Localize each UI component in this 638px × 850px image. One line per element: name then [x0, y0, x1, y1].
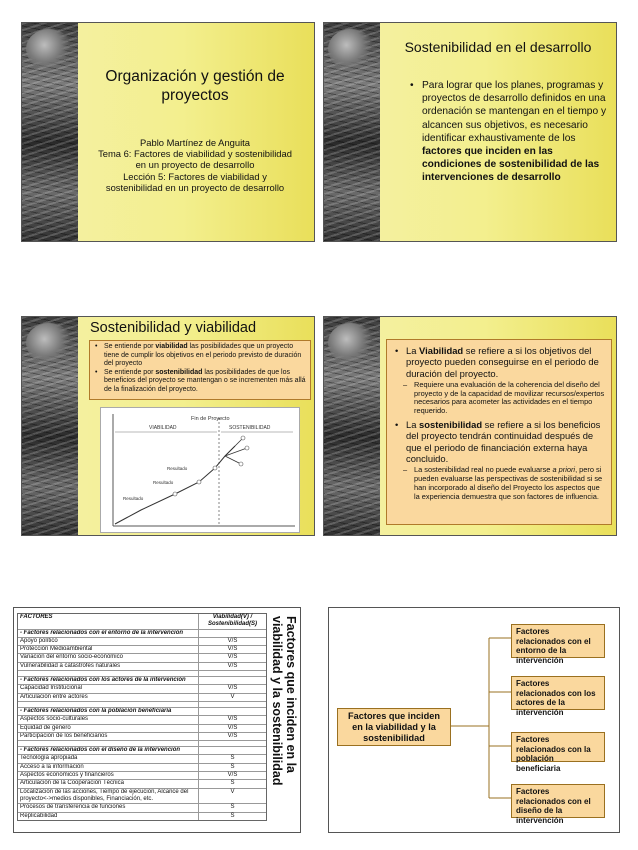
table-cell-value [199, 708, 266, 715]
table-row [18, 803, 266, 811]
table-cell-value: V [230, 788, 235, 795]
table-cell-factor: - Factores relacionados con la población beneficiaria [18, 708, 199, 715]
table-cell-value [199, 671, 266, 676]
resultado-label: Resultado [167, 466, 188, 471]
slide-texture [324, 317, 380, 535]
branch-box-diseno: Factores relacionados con el diseño de la intervención [511, 784, 605, 818]
sostenibilidad-label: SOSTENIBILIDAD [229, 425, 271, 431]
table-row [18, 812, 266, 820]
slide-texture [324, 23, 380, 241]
table-cell-factor: - Factores relacionados con el diseño de la intervención [18, 747, 199, 754]
table-cell-factor: Tecnología apropiada [18, 755, 199, 762]
slide-5-vertical-title: Factores que inciden en la viabilidad y la sostenibilidad [270, 616, 298, 786]
table-cell-factor: - Factores relacionados con el entorno de la intervención [18, 630, 199, 637]
table-cell-factor: - Factores relacionados con los actores de la intervención [18, 677, 199, 684]
sub-bullet-item: – Requiere una evaluación de la coherencia del diseño del proyecto y de la capacidad de movilizar recursos/expertos necesarios para acometer las actividades en el tiempo requerido. [395, 381, 606, 416]
table-section-row [18, 629, 266, 637]
slide-factores-diagrama [328, 607, 620, 833]
viabilidad-label: VIABILIDAD [149, 425, 177, 431]
table-cell-value: V/S [227, 685, 238, 692]
bullet-item: • Se entiende por viabilidad las posibilidades que un proyecto tiene de cumplir los objetivos en el periodo previsto de duración del proyecto [94, 343, 306, 369]
table-cell-value: V/S [227, 732, 238, 739]
slide-1-title: Organización y gestión de proyectos [105, 68, 285, 104]
table-row [18, 724, 266, 732]
slide-2-title: Sostenibilidad en el desarrollo [404, 39, 592, 55]
table-row [18, 779, 266, 787]
table-cell-factor: Variación del entorno socio-económico [18, 654, 199, 661]
table-cell-factor: Aspectos socio-culturales [18, 716, 199, 723]
table-cell-factor: Capacidad Institucional [18, 685, 199, 692]
table-cell-factor [18, 671, 199, 676]
slide-title [21, 22, 315, 242]
table-cell-value: V [230, 693, 235, 700]
header-value: Viabilidad(V) / Sostenibilidad(S) [207, 614, 257, 628]
table-row [18, 763, 266, 771]
table-row [18, 662, 266, 670]
table-cell-value: V/S [227, 772, 238, 779]
table-cell-value [199, 677, 266, 684]
table-row [18, 715, 266, 723]
table-cell-value: V/S [227, 662, 238, 669]
viability-diagram-svg [101, 408, 299, 532]
table-cell-value [199, 630, 266, 637]
table-cell-value: S [230, 780, 235, 787]
table-cell-value: V/S [227, 637, 238, 644]
table-cell-value: V/S [227, 654, 238, 661]
table-cell-value: S [230, 812, 235, 819]
table-cell-factor: Apoyo político [18, 638, 199, 645]
definitions-box [89, 340, 311, 400]
table-row [18, 732, 266, 740]
table-cell-value: S [230, 804, 235, 811]
sub-bullet-item: – La sostenibilidad real no puede evaluarse a priori, pero si pueden evaluarse las perspectivas de sostenibilidad si se han incorporado al diseño del Proyecto los aspectos que la experiencia demuestra que son factores de influencia. [395, 466, 606, 501]
slide-3-title: Sostenibilidad y viabilidad [90, 320, 257, 336]
table-cell-factor: Replicabilidad [18, 813, 199, 820]
bullet-item: • La sostenibilidad se refiere a si los beneficios del proyecto tendrán continuidad después de que el periodo de financiación externa haya concluido. [395, 419, 606, 464]
table-row [18, 740, 266, 746]
table-cell-value: V/S [227, 716, 238, 723]
fin-proyecto-label: Fin de Proyecto [191, 416, 230, 422]
slide-sostenibilidad-desarrollo [323, 22, 617, 242]
slide-2-bullets [410, 79, 614, 185]
table-row [18, 754, 266, 762]
table-cell-value [199, 702, 266, 707]
table-header [18, 614, 266, 629]
table-cell-factor: Articulación entre actores [18, 694, 199, 701]
table-cell-value: V/S [227, 724, 238, 731]
bullet-item: • La Viabilidad se refiere a si los objetivos del proyecto pueden conseguirse en el periodo de duración del proyecto. [395, 345, 606, 379]
table-cell-factor [18, 702, 199, 707]
detail-box [386, 339, 612, 525]
table-row [18, 653, 266, 661]
table-cell-factor: Aspectos económicos y financieros [18, 772, 199, 779]
table-cell-factor: Equidad de género [18, 725, 199, 732]
resultado-label: Resultado [123, 496, 144, 501]
table-cell-factor: Articulación de la Cooperación Técnica [18, 780, 199, 787]
table-cell-value: S [230, 763, 235, 770]
slide-factores-tabla [13, 607, 301, 833]
header-factor: FACTORES [18, 614, 199, 629]
table-cell-factor: Procesos de transferencia de funciones [18, 804, 199, 811]
table-row [18, 788, 266, 804]
bullet-item: • Para lograr que los planes, programas y proyectos de desarrollo definidos en una ordenación se mantengan en el tiempo y alcancen sus objetivos, es necesario identificar exhaustivamente de los factores que inciden en las condiciones de sostenibilidad de las intervenciones de desarrollo [410, 79, 614, 185]
table-cell-factor: Protección Medioambiental [18, 646, 199, 653]
main-factor-box: Factores que inciden en la viabilidad y la sostenibilidad [337, 708, 451, 746]
table-cell-factor: Acceso a la información [18, 764, 199, 771]
table-cell-factor: Vulnerabilidad a catástrofes naturales [18, 663, 199, 670]
table-cell-value [199, 741, 266, 746]
slide-texture [22, 317, 78, 535]
factors-table [17, 613, 267, 821]
table-section-row [18, 676, 266, 684]
table-cell-factor: Participación de los beneficiarios [18, 733, 199, 740]
table-row [18, 693, 266, 701]
table-cell-value: V/S [227, 646, 238, 653]
branch-box-actores: Factores relacionados con los actores de la intervención [511, 676, 605, 710]
slide-texture [22, 23, 78, 241]
table-cell-factor: Localización de las acciones, Tiempo de ejecución, Alcance del proyecto<->medios disponibles, Financiación, etc. [18, 789, 199, 804]
table-row [18, 637, 266, 645]
branch-box-entorno: Factores relacionados con el entorno de la intervención [511, 624, 605, 658]
slide-1-subtitle: Pablo Martínez de Anguita Tema 6: Factores de viabilidad y sostenibilidad en un proyecto de desarrollo Lección 5: Factores de viabilidad y sostenibilidad en un proyecto de desarrollo [98, 137, 292, 193]
table-row [18, 771, 266, 779]
table-section-row [18, 746, 266, 754]
table-row [18, 684, 266, 692]
branch-box-poblacion: Factores relacionados con la población beneficiaria [511, 732, 605, 762]
table-row [18, 670, 266, 676]
viability-diagram [100, 407, 300, 533]
resultado-label: Resultado [153, 480, 174, 485]
table-cell-factor [18, 741, 199, 746]
table-row [18, 645, 266, 653]
slide-viabilidad-sostenibilidad-detalle [323, 316, 617, 536]
table-cell-value [199, 747, 266, 754]
table-row [18, 701, 266, 707]
table-cell-value: S [230, 755, 235, 762]
slide-sostenibilidad-viabilidad [21, 316, 315, 536]
bullet-item: • Se entiende por sostenibilidad las posibilidades de que los beneficios del proyecto se mantengan o se incrementen más allá de la finalización del proyecto. [94, 369, 306, 395]
table-section-row [18, 707, 266, 715]
